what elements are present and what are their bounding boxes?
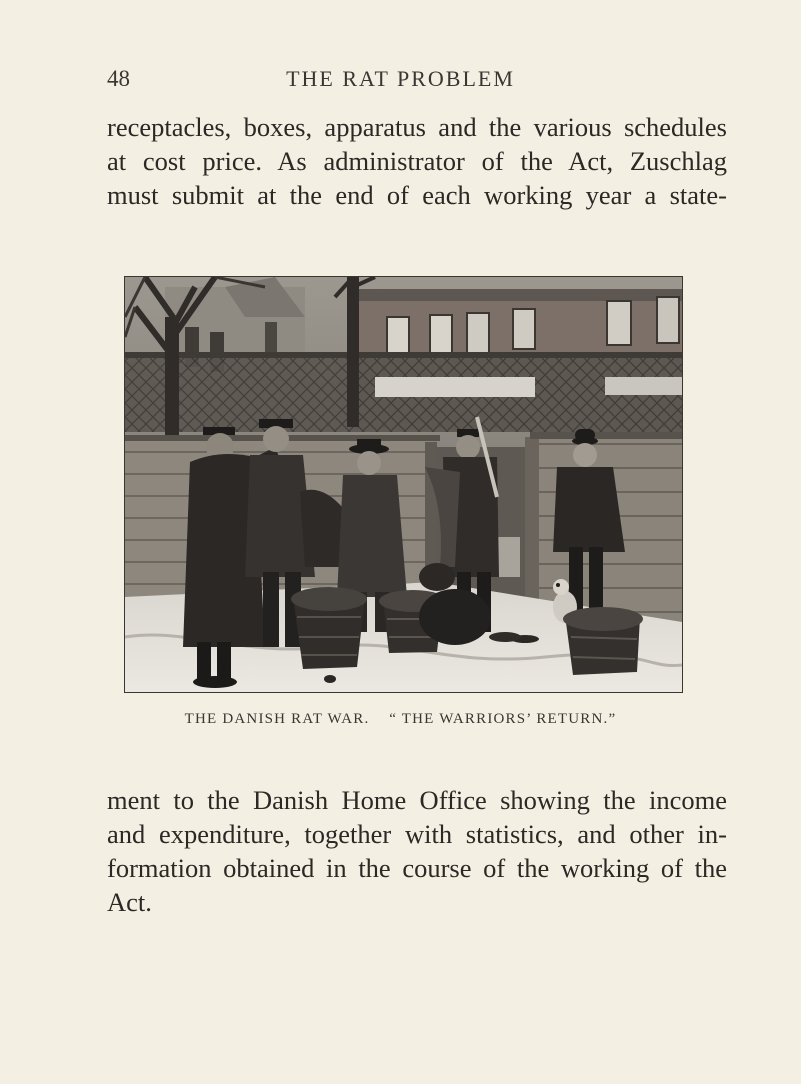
running-title: THE RAT PROBLEM (286, 66, 515, 91)
text-line: Act. (107, 887, 152, 917)
page-number: 48 (107, 66, 130, 91)
basket-right (563, 607, 643, 675)
body-paragraph-top (107, 110, 727, 212)
text-line: must submit at the end of each working year a state- (107, 180, 727, 210)
text-line: ment to the Danish Home Office showing the income (107, 785, 727, 815)
photo-illustration (125, 277, 682, 692)
page-header (0, 66, 801, 96)
basket-left (291, 587, 367, 669)
text-line: and expenditure, together with statistics, and other in- (107, 819, 727, 849)
text-line: formation obtained in the course of the working of the (107, 853, 727, 883)
body-paragraph-bottom (107, 783, 727, 919)
text-line: at cost price. As administrator of the Act, Zuschlag (107, 146, 727, 176)
caption-title: THE DANISH RAT WAR. (184, 711, 370, 727)
photograph-danish-rat-war (124, 276, 683, 693)
figure-caption (0, 711, 801, 728)
caption-subtitle: “ THE WARRIORS’ RETURN.” (389, 711, 617, 727)
text-line: receptacles, boxes, apparatus and the various schedules (107, 112, 727, 142)
